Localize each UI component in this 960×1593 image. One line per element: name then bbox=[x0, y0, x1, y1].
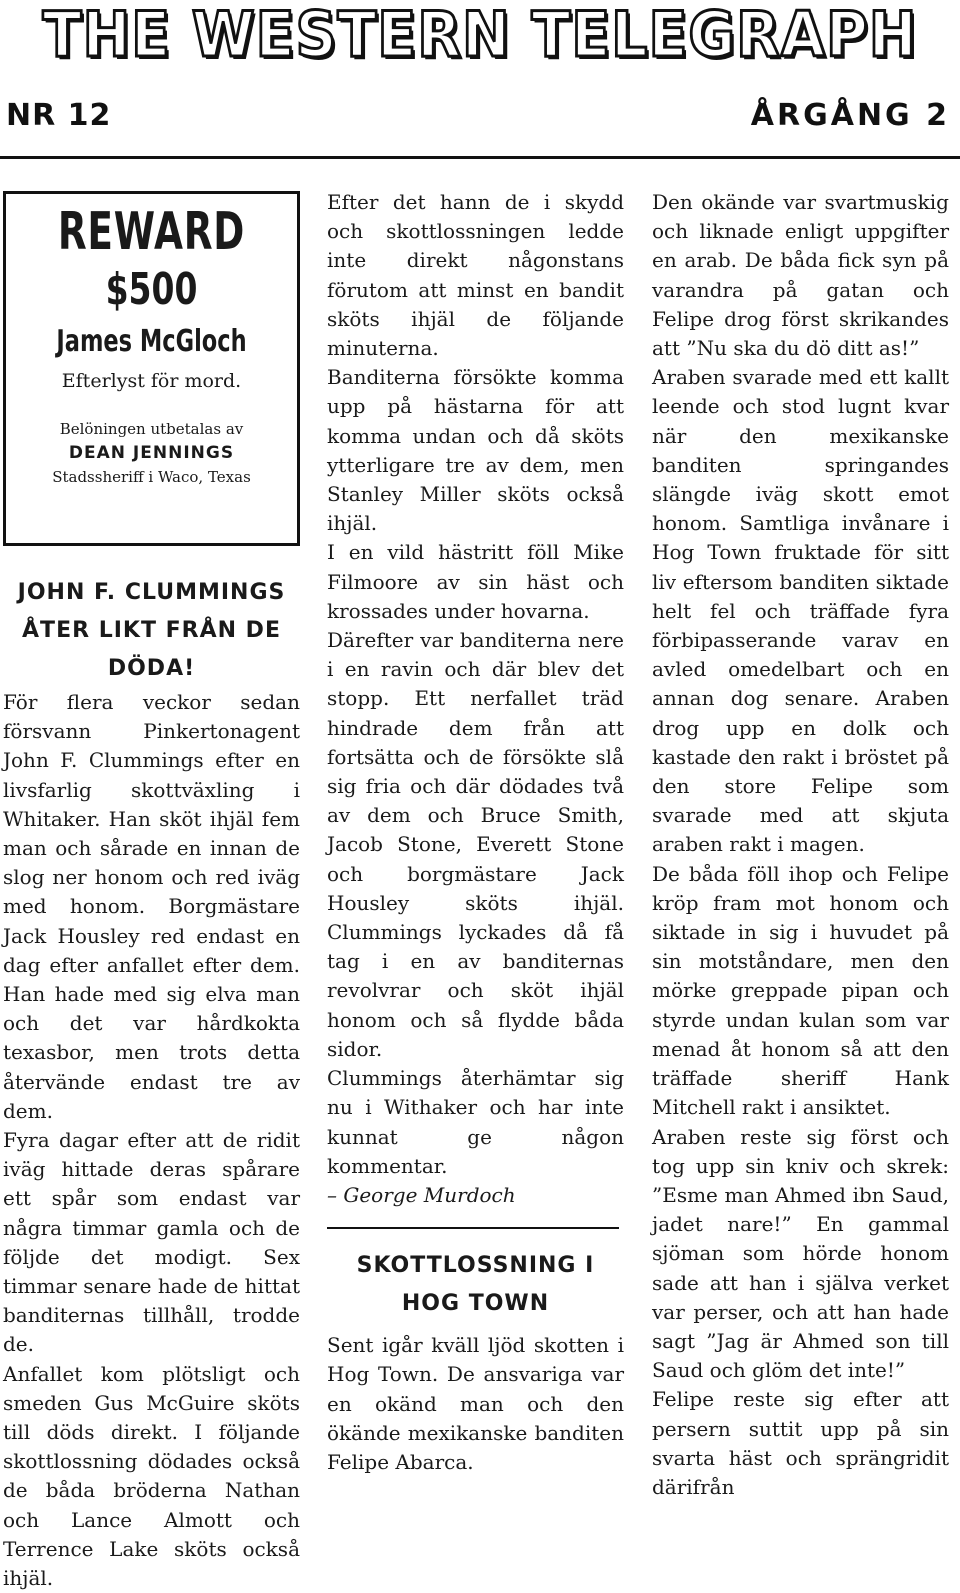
article-divider bbox=[327, 1227, 619, 1229]
header-rule bbox=[0, 156, 960, 159]
article-1-paragraph: Clummings återhämtar sig nu i Withaker och har inte kunnat ge någon kommentar. bbox=[327, 1066, 624, 1178]
article-1-paragraph: Fyra dagar efter att de ridit iväg hittade deras spårare ett spår som endast var några timmar gamla och de följde det modigt. Sex timmar senare hade de hittat banditernas tillhåll, trodde de. bbox=[3, 1128, 300, 1357]
article-1-paragraph: Därefter var banditerna nere i en ravin och där blev det stopp. Ett nerfallet träd hindrade dem från att fortsätta och de försökte slå sig fria och där dödades två av dem och Bruce Smith, Jacob Stone, Everett Stone och borgmästare Jack Housley sköts ihjäl. Clummings lyckades då få tag i en av banditernas revolvrar och sköt ihjäl honom och så flydde båda sidor. bbox=[327, 628, 624, 1061]
article-2-paragraph: Sent igår kväll ljöd skotten i Hog Town. De ansvariga var en okänd man och den ökände mexikanske banditen Felipe Abarca. bbox=[327, 1333, 624, 1474]
issue-info bbox=[6, 98, 950, 138]
poster-name: James McGloch bbox=[56, 324, 247, 359]
article-1-headline: JOHN F. CLUMMINGS ÅTER LIKT FRÅN DE DÖDA! bbox=[17, 580, 286, 681]
article-1-paragraph: I en vild hästritt föll Mike Filmoore av sin häst och krossades under hovarna. bbox=[327, 540, 624, 623]
article-1-paragraph: För flera veckor sedan försvann Pinkertonagent John F. Clummings efter en livsfarlig skottväxling i Whitaker. Han sköt ihjäl fem man och sårade en innan de slog ner honom och red iväg med honom. Borgmästare Jack Housley red endast en dag efter anfallet efter dem. Han hade med sig elva man och det var hårdkokta texasbor, men trots detta återvände endast tre av dem. bbox=[3, 690, 300, 1123]
poster-payer-title: Stadssheriff i Waco, Texas bbox=[52, 468, 251, 486]
issue-number: NR 12 bbox=[6, 98, 112, 133]
poster-reward-text: Belöningen utbetalas av bbox=[59, 420, 244, 438]
column-3 bbox=[652, 188, 949, 1502]
poster-payer: DEAN JENNINGS bbox=[68, 443, 235, 463]
article-1-byline: – George Murdoch bbox=[327, 1182, 516, 1207]
article-1-paragraph: Anfallet kom plötsligt och smeden Gus McGuire sköts till döds direkt. I följande skottlossning dödades också de båda bröderna Nathan och Lance Almott och Terrence Lake sköts också ihjäl. bbox=[3, 1361, 300, 1591]
article-2-paragraph: Den okände var svartmuskig och liknade enligt uppgifter en arab. De båda fick syn på varandra på gatan och Felipe drog först skrikandes att ”Nu ska du dö ditt as!” bbox=[652, 190, 949, 361]
poster-crime: Efterlyst för mord. bbox=[61, 370, 242, 392]
column-2 bbox=[327, 188, 624, 1477]
poster-amount: $500 bbox=[105, 264, 198, 315]
newspaper-title: THE WESTERN TELEGRAPH bbox=[42, 0, 918, 71]
article-2-paragraph: Araben reste sig först och tog upp sin kniv och skrek: ”Esme man Ahmed ibn Saud, jadet nare!” En gammal sjöman som hörde honom sade att han i själva verket var perser, och att han hade sagt ”Jag är Ahmed son till Saud och glöm det inte!” bbox=[652, 1124, 949, 1383]
issue-volume: ÅRGÅNG 2 bbox=[750, 98, 950, 133]
wanted-poster bbox=[3, 191, 300, 546]
article-2-headline: SKOTTLOSSNING I HOG TOWN bbox=[356, 1253, 595, 1317]
article-2-paragraph: Araben svarade med ett kallt leende och stod lugnt kvar när den mexikanske banditen springandes slängde iväg skott emot honom. Samtliga invånare i Hog Town fruktade för sitt liv eftersom banditen siktade helt fel och träffade fyra förbipasserande varav en avled omedelbart och en annan dog senare. Araben drog upp en dolk och kastade den rakt i bröstet på den store Felipe som svarade med att skjuta araben rakt i magen. bbox=[652, 365, 949, 857]
poster-heading: REWARD bbox=[57, 202, 246, 262]
masthead bbox=[0, 0, 960, 70]
column-1 bbox=[3, 186, 300, 1593]
article-2-paragraph: Felipe reste sig efter att persern suttit upp på sin svarta häst och sprängridit därifrån bbox=[652, 1387, 949, 1499]
article-1-paragraph: Banditerna försökte komma upp på hästarna för att komma undan och då sköts ytterligare tre av dem, men Stanley Miller sköts också ihjäl. bbox=[327, 365, 624, 536]
article-1-paragraph: Efter det hann de i skydd och skottlossningen ledde inte direkt någonstans förutom att minst en bandit sköts ihjäl de följande minuterna. bbox=[327, 190, 624, 361]
article-2-paragraph: De båda föll ihop och Felipe kröp fram mot honom och siktade in sig i huvudet på sin motståndare, men den mörke greppade pipan och styrde undan kulan som var menad åt honom så att den träffade sheriff Hank Mitchell rakt i ansiktet. bbox=[652, 861, 949, 1120]
